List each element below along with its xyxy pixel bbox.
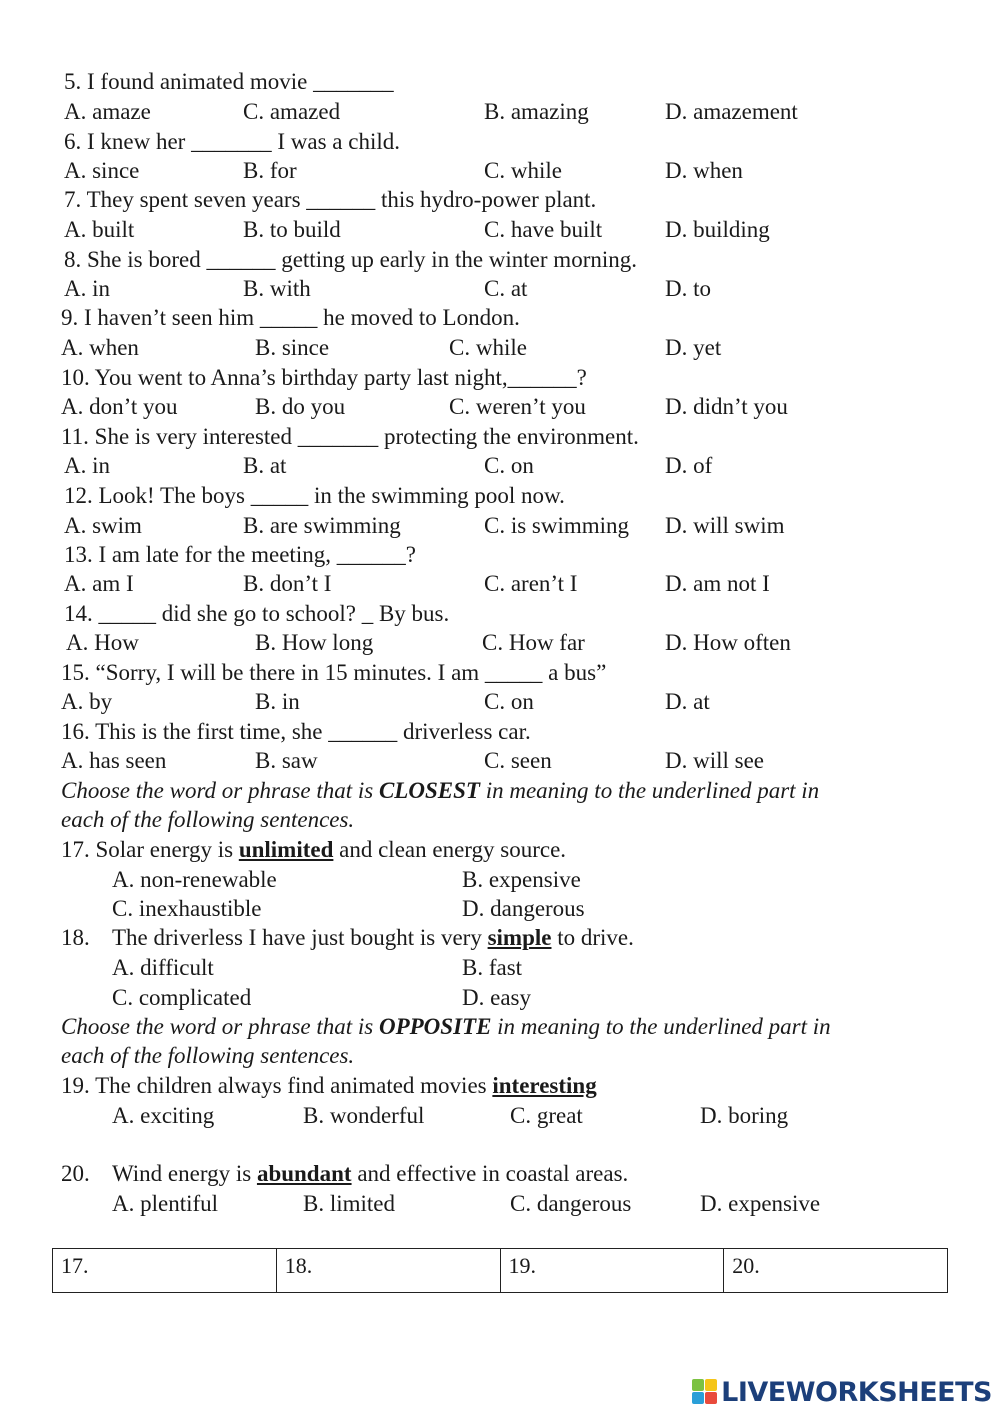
question-16 [61,718,531,746]
question-17 [61,836,566,864]
question-number: 15. [61,660,90,685]
instruction-text: in meaning to the underlined part in [479,778,820,803]
option-c[interactable]: C. seen [484,748,552,773]
instruction-text: Choose the word or phrase that is [61,1014,379,1039]
question-10 [61,364,587,392]
option-d[interactable]: D. am not I [665,571,770,596]
liveworksheets-logo [692,1376,992,1408]
option-c[interactable]: C. at [484,276,528,301]
question-5 [64,68,394,96]
instruction-text: Choose the word or phrase that is [61,778,379,803]
answer-cell-17[interactable]: 17. [53,1249,277,1293]
option-c[interactable]: C. on [484,689,534,714]
question-stem: I knew her _______ I was a child. [87,129,400,154]
answer-cell-20[interactable]: 20. [724,1249,948,1293]
question-number: 8. [64,247,82,272]
option-d[interactable]: D. didn’t you [665,394,788,419]
option-c[interactable]: C. while [449,335,527,360]
option-a[interactable]: A. exciting [112,1103,215,1128]
option-b[interactable]: B. at [243,453,287,478]
option-c[interactable]: C. aren’t I [484,571,578,596]
option-c[interactable]: C. weren’t you [449,394,586,419]
question-number: 14. [64,601,93,626]
option-d[interactable]: D. will see [665,748,765,773]
option-a[interactable]: A. swim [64,513,142,538]
instruction-opposite [61,1013,831,1041]
option-a[interactable]: A. plentiful [112,1191,219,1216]
question-number: 20. [61,1161,90,1186]
question-number: 7. [64,187,82,212]
question-number: 11. [61,424,89,449]
question-stem: The driverless I have just bought is very [112,925,488,950]
answer-cell-19[interactable]: 19. [500,1249,724,1293]
question-19 [61,1072,597,1100]
option-a[interactable]: A. since [64,158,140,183]
question-14 [64,600,449,628]
question-number: 6. [64,129,82,154]
option-a[interactable]: A. non-renewable [112,867,277,892]
question-stem: She is bored ______ getting up early in the winter morning. [87,247,637,272]
option-c[interactable]: C. How far [482,630,585,655]
question-stem: “Sorry, I will be there in 15 minutes. I am _____ a bus” [95,660,607,685]
question-stem: Solar energy is [95,837,239,862]
option-d[interactable]: D. amazement [665,99,798,124]
option-c[interactable]: C. inexhaustible [112,896,262,921]
question-number: 10. [61,365,90,390]
option-a[interactable]: A. don’t you [61,394,178,419]
question-11 [61,423,639,451]
question-number: 19. [61,1073,90,1098]
option-a[interactable]: A. in [64,453,110,478]
instruction-keyword: CLOSEST [378,778,480,803]
option-a[interactable]: A. How [66,630,139,655]
question-stem: and effective in coastal areas. [351,1161,629,1186]
option-c[interactable]: C. great [510,1103,583,1128]
option-b[interactable]: B. wonderful [303,1103,425,1128]
question-number: 5. [64,69,82,94]
option-a[interactable]: A. when [61,335,139,360]
question-15 [61,659,606,687]
option-a[interactable]: A. in [64,276,110,301]
option-d[interactable]: D. building [665,217,770,242]
question-number: 18. [61,925,90,950]
option-a[interactable]: A. has seen [61,748,167,773]
instruction-opposite-line2: each of the following sentences. [61,1043,355,1068]
option-d[interactable]: D. expensive [700,1191,821,1216]
option-b[interactable]: B. for [243,158,297,183]
question-20 [61,1160,628,1188]
option-b[interactable]: B. limited [303,1191,395,1216]
question-18 [61,924,634,952]
answer-cell-18[interactable]: 18. [276,1249,500,1293]
option-b[interactable]: B. fast [462,955,523,980]
question-number: 9. [61,305,79,330]
option-c[interactable]: C. dangerous [510,1191,632,1216]
question-13 [64,541,416,569]
question-stem: You went to Anna’s birthday party last night,______? [94,365,587,390]
option-b[interactable]: B. with [243,276,311,301]
option-b[interactable]: B. since [255,335,330,360]
option-b[interactable]: B. are swimming [243,513,401,538]
underlined-word: unlimited [238,837,334,862]
answer-row [53,1249,948,1293]
option-b[interactable]: B. How long [255,630,374,655]
option-d[interactable]: D. easy [462,985,531,1010]
question-stem: Wind energy is [112,1161,257,1186]
question-number: 13. [64,542,93,567]
question-stem: She is very interested _______ protecting the environment. [94,424,639,449]
option-c[interactable]: C. amazed [243,99,341,124]
option-c[interactable]: C. is swimming [484,513,630,538]
question-number: 16. [61,719,90,744]
question-stem: _____ did she go to school? _ By bus. [98,601,450,626]
question-stem: to drive. [551,925,634,950]
option-c[interactable]: C. have built [484,217,603,242]
option-d[interactable]: D. at [665,689,710,714]
option-a[interactable]: A. amaze [64,99,151,124]
option-a[interactable]: A. am I [64,571,134,596]
question-stem: This is the first time, she ______ driverless car. [95,719,531,744]
logo-text: LIVEWORKSHEETS [721,1376,992,1408]
instruction-closest [61,777,819,805]
option-b[interactable]: B. in [255,689,300,714]
question-8 [64,246,637,274]
option-b[interactable]: B. do you [255,394,346,419]
instruction-closest-line2: each of the following sentences. [61,807,355,832]
underlined-word: abundant [256,1161,352,1186]
question-stem: I am late for the meeting, ______? [98,542,416,567]
question-stem: Look! The boys _____ in the swimming pool now. [98,483,565,508]
option-c[interactable]: C. complicated [112,985,252,1010]
question-number: 12. [64,483,93,508]
question-number: 17. [61,837,90,862]
option-d[interactable]: D. boring [700,1103,789,1128]
option-b[interactable]: B. expensive [462,867,581,892]
option-d[interactable]: D. to [665,276,711,301]
instruction-text: in meaning to the underlined part in [491,1014,831,1039]
option-a[interactable]: A. built [64,217,135,242]
question-stem: and clean energy source. [333,837,567,862]
option-d[interactable]: D. of [665,453,713,478]
option-d[interactable]: D. will swim [665,513,785,538]
option-c[interactable]: C. while [484,158,562,183]
question-12 [64,482,565,510]
question-9 [61,304,520,332]
instruction-keyword: OPPOSITE [378,1014,492,1039]
option-b[interactable]: B. saw [255,748,318,773]
question-stem: I found animated movie _______ [87,69,394,94]
question-6 [64,128,400,156]
question-7 [64,186,596,214]
option-b[interactable]: B. to build [243,217,341,242]
logo-mark-icon [692,1379,718,1405]
underlined-word: simple [487,925,552,950]
option-d[interactable]: D. yet [665,335,722,360]
option-b[interactable]: B. don’t I [243,571,332,596]
option-a[interactable]: A. by [61,689,113,714]
option-a[interactable]: A. difficult [112,955,214,980]
option-d[interactable]: D. when [665,158,743,183]
option-c[interactable]: C. on [484,453,534,478]
option-b[interactable]: B. amazing [484,99,589,124]
underlined-word: interesting [492,1073,597,1098]
question-stem: The children always find animated movies [95,1073,493,1098]
question-stem: They spent seven years ______ this hydro-power plant. [86,187,597,212]
question-stem: I haven’t seen him _____ he moved to London. [84,305,520,330]
answer-table [52,1248,948,1293]
option-d[interactable]: D. How often [665,630,791,655]
option-d[interactable]: D. dangerous [462,896,585,921]
